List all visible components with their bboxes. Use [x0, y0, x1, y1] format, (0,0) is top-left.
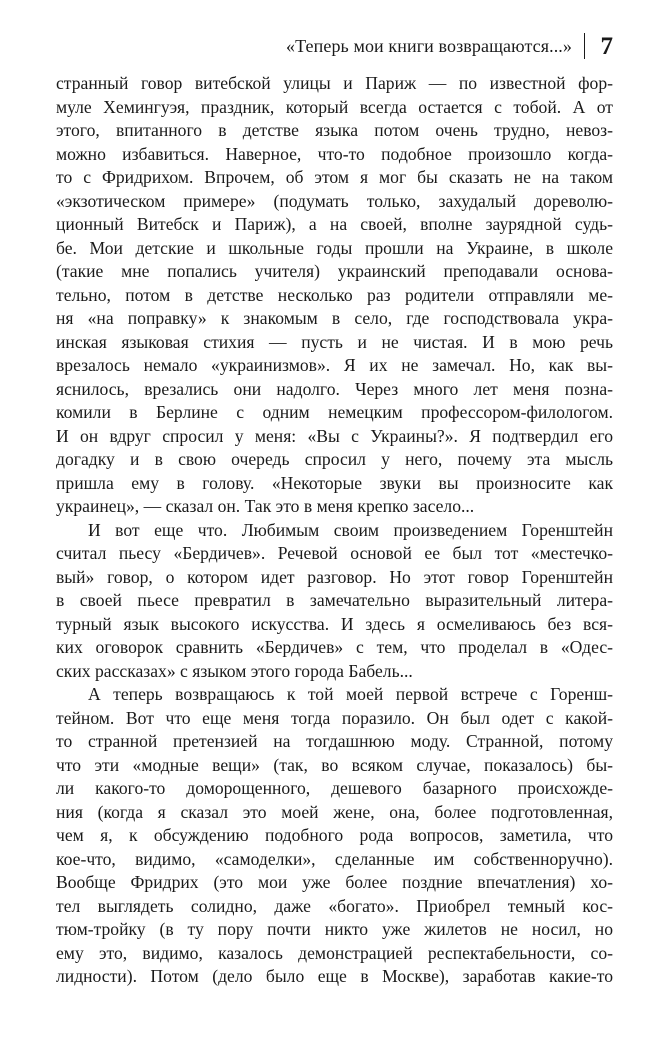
- text-line: «экзотическом примере» (подумать только, захудалый дореволю-: [56, 190, 613, 211]
- text-line: комили в Берлине с одним немецким профессором-филологом.: [56, 402, 613, 422]
- paragraph-first-line: И вот еще что. Любимым своим произведением Горенштейн: [88, 519, 613, 540]
- text-line: догадку и в свою очередь спросил у него, почему эта мысль: [56, 449, 613, 469]
- text-line: врезалось немало «украинизмов». Я их не замечал. Но, как вы-: [56, 355, 613, 375]
- text-line: этого, впитанного в детстве языка потом очень трудно, невоз-: [56, 120, 613, 140]
- text-line: можно избавиться. Наверное, что-то подобное произошло когда-: [56, 143, 613, 164]
- text-line: тюм-тройку (в ту пору почти никто уже жилетов не носил, но: [56, 919, 613, 939]
- text-line: считал пьесу «Бердичев». Речевой основой ее был тот «местечко-: [56, 543, 613, 563]
- text-line: ли какого-то доморощенного, дешевого базарного происхожде-: [56, 778, 613, 798]
- text-line: вый» говор, о котором идет разговор. Но этот говор Горенштейн: [56, 566, 613, 587]
- text-line: лидности). Потом (дело было еще в Москве), заработав какие-то: [56, 966, 613, 986]
- text-line: ционный Витебск и Париж), а на своей, вполне заурядной судь-: [56, 214, 613, 234]
- text-line: Вообще Фридрих (это мои уже более поздние впечатления) хо-: [56, 872, 613, 892]
- text-line: ему это, видимо, казалось демонстрацией респектабельности, со-: [56, 942, 613, 963]
- text-line: И он вдруг спросил у меня: «Вы с Украины?». Я подтвердил его: [56, 425, 613, 446]
- text-line: странный говор витебской улицы и Париж — по известной фор-: [56, 73, 613, 93]
- text-line: то с Фридрихом. Впрочем, об этом я мог бы сказать не на таком: [56, 167, 613, 187]
- text-line: пришла ему в голову. «Некоторые звуки вы произносите как: [56, 472, 613, 493]
- text-line: (такие мне попались учителя) украинский преподавали основа-: [56, 261, 613, 281]
- text-line: яснилось, врезались они надолго. Через много лет меня позна-: [56, 378, 613, 399]
- text-line: турный язык высокого искусства. И здесь я осмеливаюсь без вся-: [56, 613, 613, 634]
- text-line: кое-что, видимо, «самоделки», сделанные им собственноручно).: [56, 848, 613, 869]
- text-line: ня «на поправку» к знакомым в село, где господствовала укра-: [56, 308, 613, 328]
- text-line: тел выглядеть солидно, даже «богато». Приобрел темный кос-: [56, 895, 613, 916]
- text-line: украинец», — сказал он. Так это в меня крепко засело...: [56, 496, 475, 516]
- text-line: ских рассказах» с языком этого города Бабель...: [56, 660, 413, 681]
- text-line: тельно, потом в детстве несколько раз родители отправляли ме-: [56, 284, 613, 305]
- text-line: что эти «модные вещи» (так, во всяком случае, показалось) бы-: [56, 754, 613, 775]
- text-line: бе. Мои детские и школьные годы прошли на Украине, в школе: [56, 237, 613, 258]
- running-title: «Теперь мои книги возвращаются...»: [286, 35, 572, 56]
- body-text: [56, 72, 613, 989]
- paragraph-first-line: А теперь возвращаюсь к той моей первой встрече с Горенш-: [88, 684, 613, 704]
- page-header: [56, 28, 613, 64]
- text-line: инская языковая стихия — пусть и не чистая. И в мою речь: [56, 331, 613, 352]
- text-line: ких оговорок сравнить «Бердичев» с тем, что проделал в «Одес-: [56, 637, 613, 657]
- text-line: тейном. Вот что еще меня тогда поразило. Он был одет с какой-: [56, 707, 613, 728]
- text-line: в своей пьесе превратил в замечательно выразительный литера-: [56, 590, 613, 610]
- header-divider: [584, 33, 585, 59]
- text-line: чем я, к обсуждению подобного рода вопросов, заметила, что: [56, 825, 613, 845]
- page-number: 7: [600, 32, 613, 60]
- text-line: то странной претензией на тогдашнюю моду. Странной, потому: [56, 731, 613, 751]
- text-line: муле Хемингуэя, праздник, который всегда остается с тобой. А от: [56, 96, 613, 117]
- text-line: ния (когда я сказал это моей жене, она, более подготовленная,: [56, 801, 613, 822]
